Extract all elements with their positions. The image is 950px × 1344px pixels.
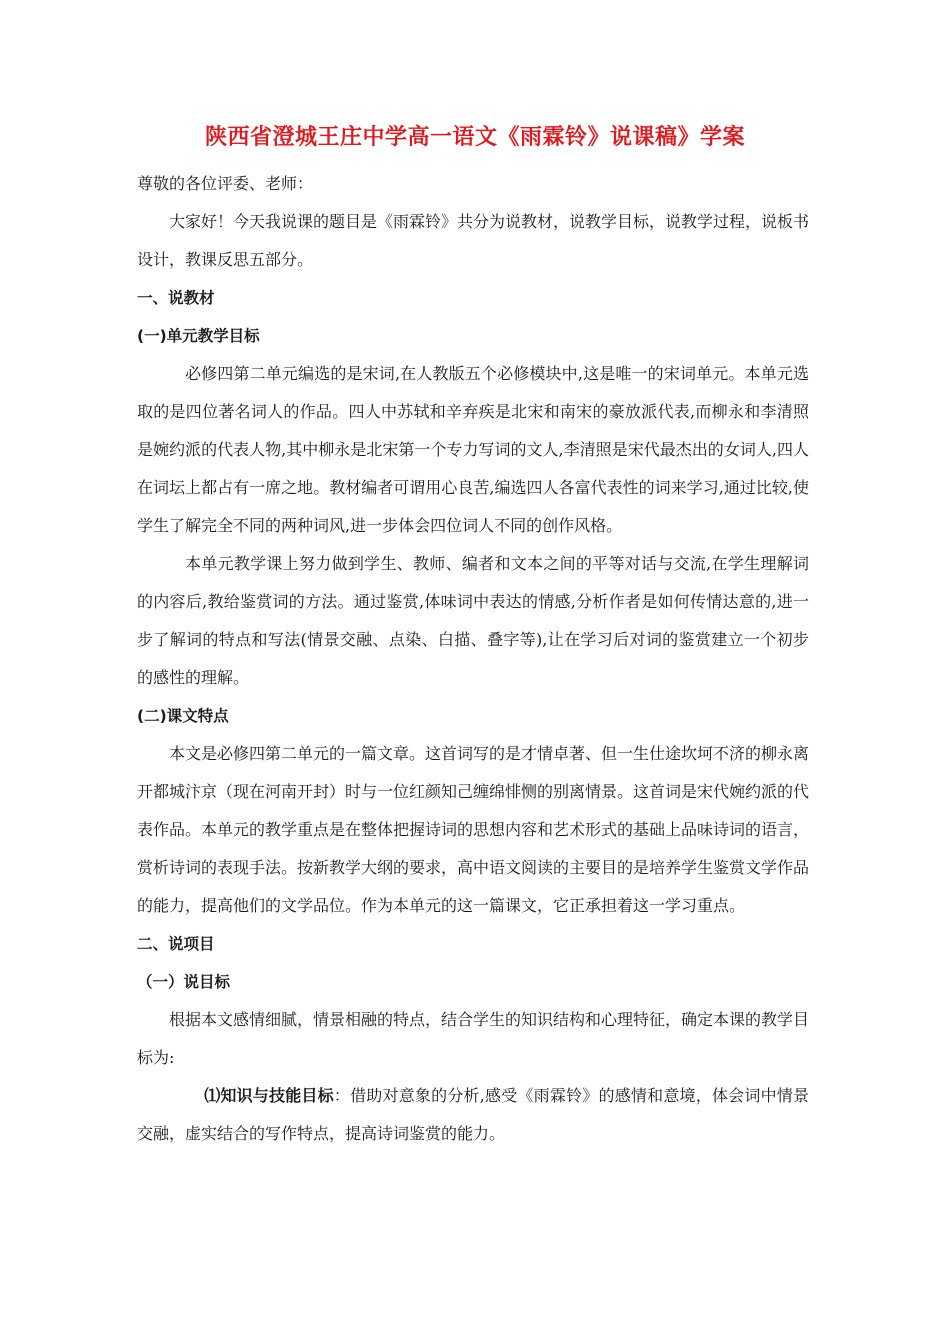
salutation: 尊敬的各位评委、老师： <box>137 174 314 193</box>
intro-paragraph: 大家好！今天我说课的题目是《雨霖铃》共分为说教材，说教学目标，说教学过程，说板书设计，教课反思五部分。 <box>137 212 810 269</box>
document-title: 陕西省澄城王庄中学高一语文《雨霖铃》说课稿》学案 <box>204 124 745 150</box>
section-heading-teaching-material: 一、说教材 <box>137 289 215 307</box>
section-heading-project: 二、说项目 <box>137 935 215 953</box>
goal-label: ⑴知识与技能目标 <box>204 1086 334 1105</box>
paragraph-unit-goals-2: 本单元教学课上努力做到学生、教师、编者和文本之间的平等对话与交流,在学生理解词的内容后,教给鉴赏词的方法。通过鉴赏,体味词中表达的情感,分析作者是如何传情达意的,进一步了解词的特点和写法(情景交融、点染、白描、叠字等),让在学习后对词的鉴赏建立一个初步的感性的理解。 <box>137 554 809 687</box>
paragraph-text-features: 本文是必修四第二单元的一篇文章。这首词写的是才情卓著、但一生仕途坎坷不济的柳永离开都城汴京（现在河南开封）时与一位红颜知己缠绵悱恻的别离情景。这首词是宋代婉约派的代表作品。本单元的教学重点是在整体把握诗词的思想内容和艺术形式的基础上品味诗词的语言，赏析诗词的表现手法。按新教学大纲的要求，高中语文阅读的主要目的是培养学生鉴赏文学作品的能力，提高他们的文学品位。作为本单元的这一篇课文，它正承担着这一学习重点。 <box>137 744 810 915</box>
subheading-text-features: (二)课文特点 <box>137 707 229 725</box>
paragraph-goal-knowledge-skills <box>137 1077 809 1153</box>
paragraph-goals: 根据本文感情细腻，情景相融的特点，结合学生的知识结构和心理特征，确定本课的教学目标为: <box>137 1010 810 1067</box>
document-body <box>137 165 809 1153</box>
paragraph-unit-goals-1: 必修四第二单元编选的是宋词,在人教版五个必修模块中,这是唯一的宋词单元。本单元选取的是四位著名词人的作品。四人中苏轼和辛弃疾是北宋和南宋的豪放派代表,而柳永和李清照是婉约派的代表人物,其中柳永是北宋第一个专力写词的文人,李清照是宋代最杰出的女词人,四人在词坛上都占有一席之地。教材编者可谓用心良苦,编选四人各富代表性的词来学习,通过比较,使学生了解完全不同的两种词风,进一步体会四位词人不同的创作风格。 <box>137 364 809 535</box>
subheading-goals: （一）说目标 <box>137 973 231 991</box>
subheading-unit-goals: (一)单元教学目标 <box>137 327 260 345</box>
goal-text: ：借助对意象的分析,感受《雨霖铃》的感情和意境，体会词中情景交融，虚实结合的写作特点，提高诗词鉴赏的能力。 <box>137 1086 809 1143</box>
